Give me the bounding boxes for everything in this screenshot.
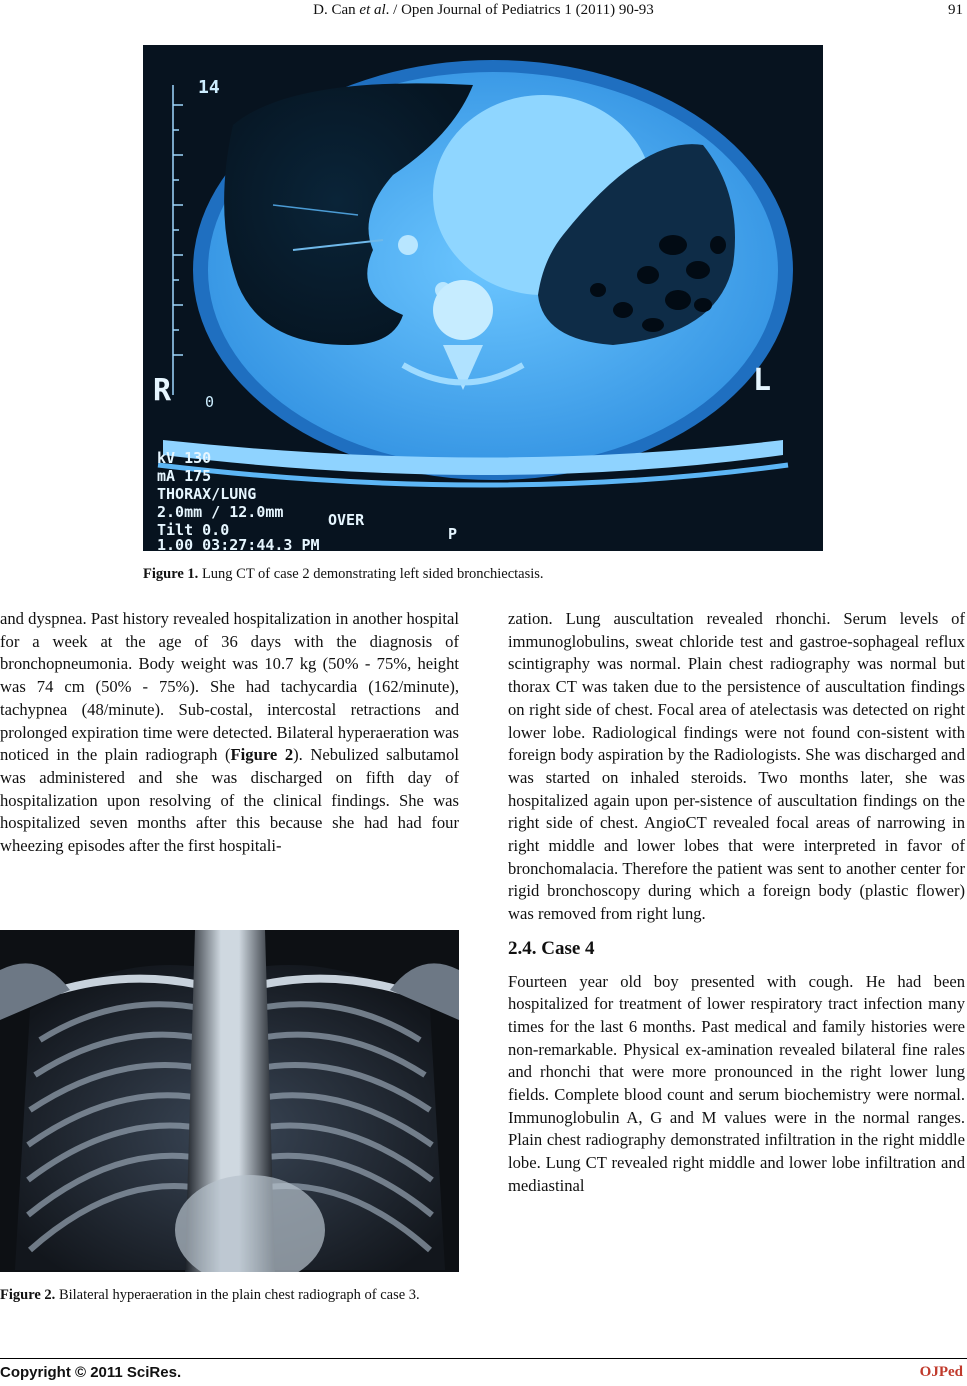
left-column-text [0, 608, 459, 858]
ct-left-marker: L [753, 363, 772, 398]
footer-journal: OJPed [919, 1364, 963, 1380]
section-heading-case-4: 2.4. Case 4 [508, 937, 595, 959]
right-paragraph-2: Fourteen year old boy presented with cough. He had been hospitalized for treatment of lower respiratory tract infection many times for the last 6 months. Past medical and family histories were non-remarkable. Physical ex-amination revealed bilateral fine rales and rhonchi that were more pronounced in the right lower lung fields. Complete blood count and serum biochemistry were normal. Immunoglobulin A, G and M values were in the normal ranges. Plain chest radiography demonstrated infiltration in the right middle lobe. Lung CT revealed right middle and lower lobe infiltration and mediastinal [508, 971, 965, 1195]
running-head [0, 2, 967, 19]
figure-2-caption-text: Bilateral hyperaeration in the plain chest radiograph of case 3. [55, 1287, 420, 1303]
ct-top-mark: 14 [198, 77, 220, 98]
ct-p-marker: P [448, 525, 458, 543]
figure-2-label: Figure 2. [0, 1287, 56, 1303]
figure-1-label: Figure 1. [143, 566, 199, 582]
figure-1-caption-text: Lung CT of case 2 demonstrating left sided bronchiectasis. [198, 566, 544, 582]
running-head-journal: . / Open Journal of Pediatrics 1 (2011) 90-93 [385, 2, 654, 18]
right-column-text [508, 608, 965, 1198]
ct-protocol-label: THORAX/LUNG [157, 485, 257, 503]
footer-copyright: Copyright © 2011 SciRes. [0, 1364, 182, 1381]
page-number: 91 [948, 2, 963, 18]
ct-over-label: OVER [328, 511, 365, 529]
right-paragraph-1: zation. Lung auscultation revealed rhonchi. Serum levels of immunoglobulins, sweat chloride test and gastroe-sophageal reflux scintigraphy was normal. Plain chest radiography was normal but thorax CT was taken due to the persistence of auscultation findings on right side of chest. Focal area of atelectasis was detected on right lower lobe. Radiological findings were not found con-sistent with foreign body aspiration by the Radiologists. She was discharged and was started on inhaled steroids. Two months later, she was hospitalized again upon per-sistence of auscultation findings on the right side of chest. AngioCT revealed focal areas of narrowing in right middle and lower lobes that were interpreted in favor of bronchomalacia. Therefore the patient was sent to another center for rigid bronchoscopy during which a foreign body (plastic flower) was removed from right lung. [508, 609, 965, 924]
left-paragraph-part1: and dyspnea. Past history revealed hospitalization in another hospital for a week at the age of 36 days with the diagnosis of bronchopneumonia. Body weight was 10.7 kg (50% - 75%, height was 74 cm (50% - 75%). She had tachycardia (162/minute), tachypnea (48/minute). Sub-costal, intercostal retractions and prolonged expiration time were detected. Bilateral hyperaeration was noticed in the plain radiograph ( [0, 609, 459, 765]
ct-ma-label: mA 175 [157, 467, 212, 485]
figure-1-ct-image [143, 45, 823, 551]
left-paragraph-part2: ). Nebulized salbutamol was administered and she was discharged on fifth day of hospitalization upon resolving of the clinical findings. She was hospitalized seven months after this because she had had four wheezing episodes after the first hospitali- [0, 745, 459, 856]
figure-2-xray-image [0, 930, 459, 1272]
figure-2-caption [0, 1286, 459, 1305]
ct-slice-label: 2.0mm / 12.0mm [157, 503, 284, 521]
ct-tilt-label: Tilt 0.0 [157, 521, 230, 539]
ct-time-label: 1.00 03:27:44.3 PM [157, 536, 320, 551]
figure-2-reference: Figure 2 [230, 745, 294, 765]
left-paragraph [0, 608, 459, 858]
running-header [0, 2, 967, 24]
running-head-etal: et al [359, 2, 386, 18]
figure-1-caption [143, 565, 823, 584]
ct-scan-illustration [143, 45, 823, 551]
chest-xray-illustration [0, 930, 459, 1272]
footer-rule [0, 1358, 967, 1359]
running-head-authors: D. Can [313, 2, 360, 18]
ct-kv-label: kV 130 [157, 449, 212, 467]
ct-zero-mark: 0 [205, 393, 215, 411]
ct-right-marker: R [153, 373, 172, 408]
